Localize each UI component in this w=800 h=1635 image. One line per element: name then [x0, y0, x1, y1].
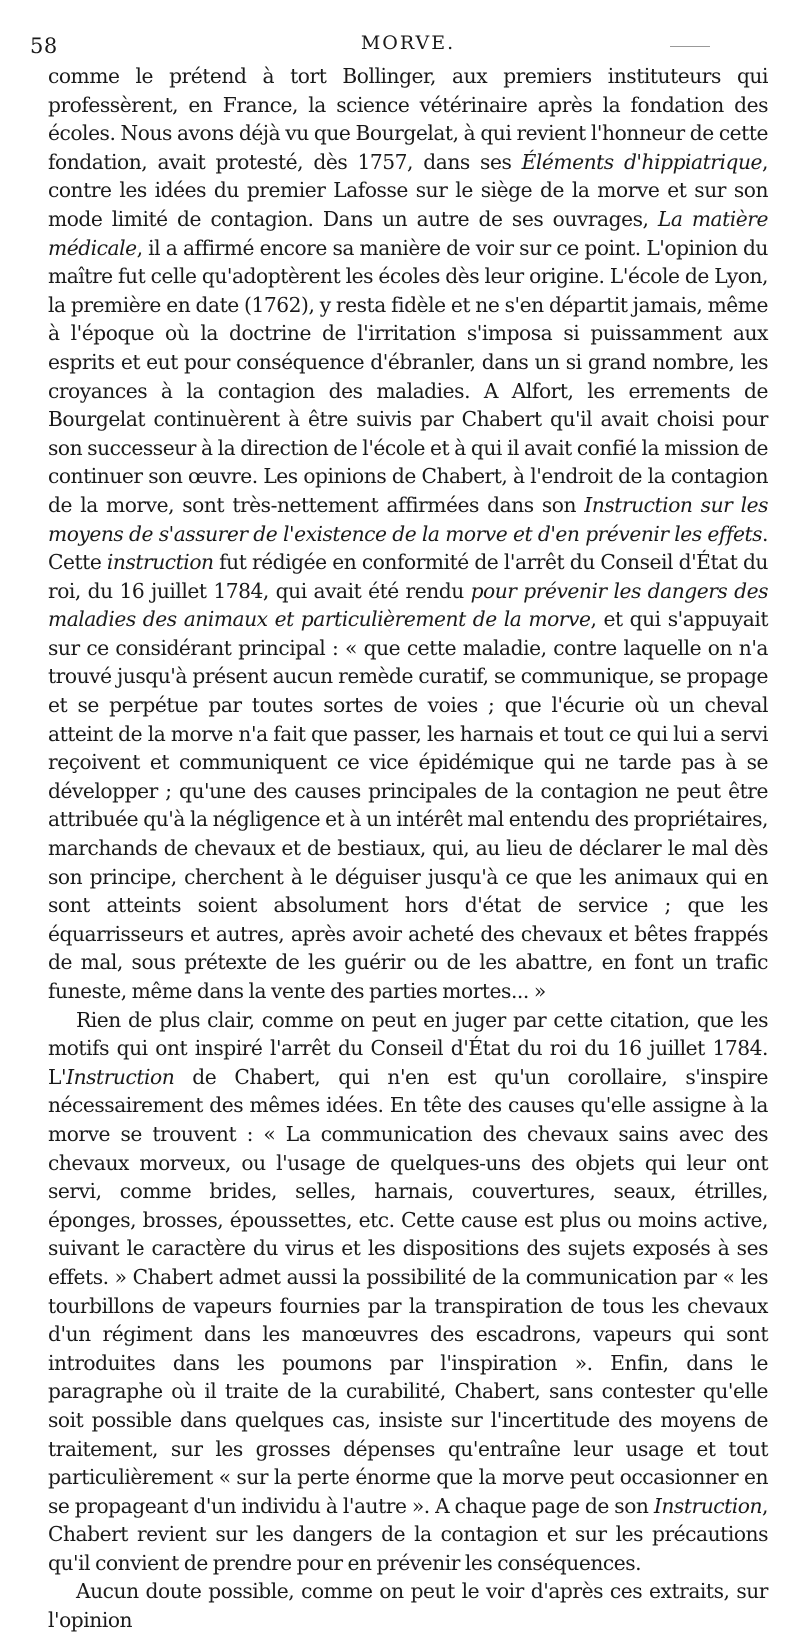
paragraph-3 — [48, 1577, 768, 1634]
text-segment: , et qui s'appuyait sur ce considérant principal : « que cette maladie, contre laquelle on n'a trouvé jusqu'à présent aucun remède curatif, se communique, se propage et se perpétue par toutes sortes de voies ; que l'écurie où un cheval atteint de la morve n'a fait que passer, les harnais et tout ce qui lui a servi reçoivent et communiquent ce vice épidémique qui ne tarde pas à se développer ; qu'une des causes principales de la contagion ne peut être attribuée qu'à la négligence et à un intérêt mal entendu des propriétaires, marchands de chevaux et de bestiaux, qui, au lieu de déclarer le mal dès son principe, cherchent à le déguiser jusqu'à ce que les animaux qui en sont atteints soient absolument hors d'état de service ; que les équarrisseurs et autres, après avoir acheté des chevaux et bêtes frappés de mal, sous prétexte de les guérir ou de les abattre, en font un trafic funeste, même dans la vente des parties mortes... » — [48, 607, 768, 1003]
text-segment: Rien de plus clair, comme on peut en juger par cette citation, que les motifs qui ont inspiré l'arrêt du Conseil d'État du roi du 16 juillet 1784. L' — [48, 1007, 768, 1089]
body-text — [48, 62, 768, 1635]
italic-word: instruction — [106, 550, 214, 575]
italic-title: Instruction — [66, 1064, 175, 1089]
text-segment: , Chabert revient sur les dangers de la contagion et sur les précautions qu'il convient de prendre pour en prévenir les conséquences. — [48, 1493, 768, 1575]
text-segment: . Cette — [48, 521, 768, 575]
text-segment: comme le prétend à tort Bollinger, aux premiers instituteurs qui professèrent, en France, la science vétérinaire après la fondation des écoles. Nous avons déjà vu que Bourgelat, à qui revient l'honneur de cette fondation, avait protesté, dès 1757, dans ses — [48, 64, 768, 174]
text-segment: , contre les idées du premier Lafosse sur le siège de la morve et sur son mode limité de contagion. Dans un autre de ses ouvrages, — [48, 149, 768, 231]
page-number: 58 — [30, 34, 58, 58]
text-segment: de Chabert, qui n'en est qu'un corollaire, s'inspire nécessairement des mêmes idées. En tête des causes qu'elle assigne à la morve se trouvent : « La communication des chevaux sains avec des chevaux morveux, ou l'usage de quelques-uns des objets qui leur ont servi, comme brides, selles, harnais, couvertures, seaux, étrilles, éponges, brosses, époussettes, etc. Cette cause est plus ou moins active, suivant le caractère du virus et les dispositions des sujets exposés à ses effets. » Chabert admet aussi la possibilité de la communication par « les tourbillons de vapeurs fournies par la transpiration de tous les chevaux d'un régiment dans les manœuvres des escadrons, vapeurs qui sont introduites dans les poumons par l'inspiration ». Enfin, dans le paragraphe où il traite de la curabilité, Chabert, sans contester qu'elle soit possible dans quelques cas, insiste sur l'incertitude des moyens de traitement, sur les grosses dépenses qu'entraîne leur usage et tout particulièrement « sur la perte énorme que la morve peut occasionner en se propageant d'un individu à l'autre ». A chaque page de son — [48, 1064, 768, 1518]
italic-title: Instruction — [653, 1493, 763, 1518]
italic-title: pour prévenir les dangers des maladies des animaux et particulièrement de la morve — [48, 578, 768, 632]
text-segment: , il a affirmé encore sa manière de voir sur ce point. L'opinion du maître fut celle qu'adoptèrent les écoles dès leur origine. L'école de Lyon, la première en date (1762), y resta fidèle et ne s'en départit jamais, même à l'époque où la doctrine de l'irritation s'imposa si puissamment aux esprits et eut pour conséquence d'ébranler, dans un si grand nombre, les croyances à la contagion des maladies. A Alfort, les errements de Bourgelat continuèrent à être suivis par Chabert qu'il avait choisi pour son successeur à la direction de l'école et à qui il avait confié la mission de continuer son œuvre. Les opinions de Chabert, à l'endroit de la contagion de la morve, sont très-nettement affirmées dans son — [48, 235, 768, 517]
text-segment: Aucun doute possible, comme on peut le voir d'après ces extraits, sur l'opinion — [48, 1579, 768, 1633]
paragraph-1 — [48, 62, 768, 1006]
running-head: MORVE. — [360, 32, 456, 54]
text-segment: fut rédigée en conformité de l'arrêt du Conseil d'État du roi, du 16 juillet 1784, qui avait été rendu — [48, 550, 768, 603]
italic-title: La matière médicale — [48, 206, 769, 260]
book-page — [30, 28, 769, 1635]
page-header — [30, 28, 768, 58]
paragraph-2 — [48, 1006, 768, 1578]
italic-title: Éléments d'hippiatrique — [521, 149, 763, 174]
italic-title: Instruction sur les moyens de s'assurer de l'existence de la morve et d'en prévenir les effets — [48, 492, 768, 546]
header-rule — [670, 46, 710, 47]
